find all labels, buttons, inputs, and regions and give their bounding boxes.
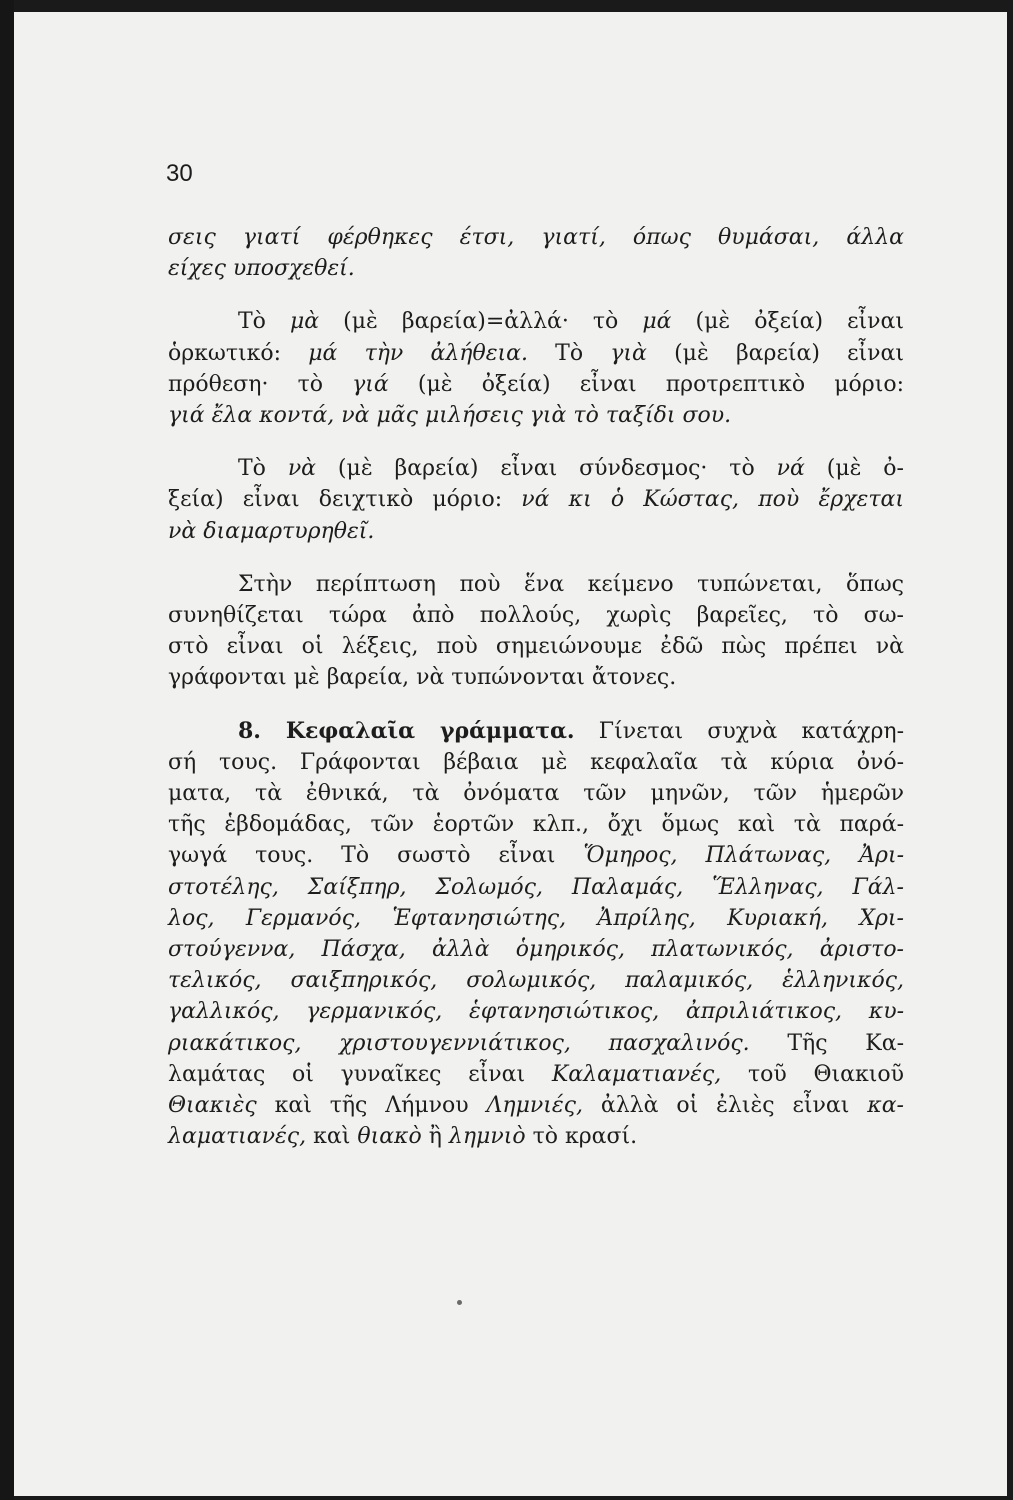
text-line: 8. Κεφαλαῖα γράμματα. Γίνεται συχνὰ κατάχρη-	[238, 717, 905, 744]
text-line: σή τους. Γράφονται βέβαια μὲ κεφαλαῖα τὰ κύρια ὀνό-	[168, 749, 904, 775]
text-line: σεις γιατί φέρθηκες έτσι, γιατί, όπως θυμάσαι, άλλα	[168, 225, 904, 250]
text-line: πρόθεση· τὸ γιά (μὲ ὀξεία) εἶναι προτρεπτικὸ μόριο:	[168, 371, 904, 397]
text-line: τῆς ἑβδομάδας, τῶν ἑορτῶν κλπ., ὄχι ὅμως καὶ τὰ παρά-	[168, 812, 904, 838]
text-line: Θιακιὲς καὶ τῆς Λήμνου Λημνιές, ἀλλὰ οἱ ἐλιὲς εἶναι κα-	[168, 1093, 904, 1119]
text-line: είχες υποσχεθεί.	[168, 256, 355, 282]
text-line: λαματιανές, καὶ θιακὸ ἢ λημνιὸ τὸ κρασί.	[168, 1124, 638, 1150]
text-line: στοτέλης, Σαίξπηρ, Σολωμός, Παλαμάς, Ἕλληνας, Γάλ-	[168, 874, 904, 900]
text-line: συνηθίζεται τώρα ἀπὸ πολλούς, χωρὶς βαρεῖες, τὸ σω-	[168, 603, 904, 629]
text-line: τελικός, σαιξπηρικός, σολωμικός, παλαμικός, ἑλληνικός,	[168, 968, 904, 994]
text-line: νὰ διαμαρτυρηθεῖ.	[168, 518, 375, 544]
text-line: γιά ἔλα κοντά, νὰ μᾶς μιλήσεις γιὰ τὸ ταξίδι σου.	[168, 403, 732, 429]
paragraph-1	[168, 222, 904, 284]
text-line: Τὸ νὰ (μὲ βαρεία) εἶναι σύνδεσμος· τὸ νά (μὲ ὀ-	[238, 456, 904, 482]
text-line: γαλλικός, γερμανικός, ἑφτανησιώτικος, ἀπριλιάτικος, κυ-	[168, 999, 904, 1025]
text-line: ριακάτικος, χριστουγεννιάτικος, πασχαλινός. Τῆς Κα-	[168, 1030, 904, 1056]
scan-left-border	[0, 0, 14, 1500]
text-line: Τὸ μὰ (μὲ βαρεία)=ἀλλά· τὸ μά (μὲ ὀξεία) εἶναι	[238, 309, 904, 335]
text-line: ξεία) εἶναι δειχτικὸ μόριο: νά κι ὁ Κώστας, ποὺ ἔρχεται	[168, 487, 904, 513]
page-body	[168, 222, 904, 1152]
paragraph-2	[168, 306, 904, 431]
scan-speck	[457, 1300, 462, 1305]
text-line: γωγά τους. Τὸ σωστὸ εἶναι Ὅμηρος, Πλάτωνας, Ἀρι-	[168, 843, 904, 869]
paragraph-5	[168, 716, 904, 1153]
paragraph-3	[168, 453, 904, 547]
text-line: ματα, τὰ ἐθνικά, τὰ ὀνόματα τῶν μηνῶν, τῶν ἡμερῶν	[168, 781, 904, 807]
text-line: Στὴν περίπτωση ποὺ ἕνα κείμενο τυπώνεται, ὅπως	[238, 571, 904, 597]
text-line: στὸ εἶναι οἱ λέξεις, ποὺ σημειώνουμε ἐδῶ πὼς πρέπει νὰ	[168, 634, 904, 660]
text-line: γράφονται μὲ βαρεία, νὰ τυπώνονται ἄτονες.	[168, 665, 677, 691]
text-line: στούγεννα, Πάσχα, ἀλλὰ ὁμηρικός, πλατωνικός, ἀριστο-	[168, 937, 904, 963]
paragraph-4	[168, 569, 904, 694]
text-line: λαμάτας οἱ γυναῖκες εἶναι Καλαματιανές, τοῦ Θιακιοῦ	[168, 1061, 904, 1087]
text-line: ὁρκωτικό: μά τὴν ἀλήθεια. Τὸ γιὰ (μὲ βαρεία) εἶναι	[168, 340, 904, 366]
page-number: 30	[166, 160, 193, 187]
section-heading: 8. Κεφαλαῖα γράμματα.	[238, 717, 575, 744]
text-line: λος, Γερμανός, Ἑφτανησιώτης, Ἀπρίλης, Κυριακή, Χρι-	[168, 905, 904, 931]
